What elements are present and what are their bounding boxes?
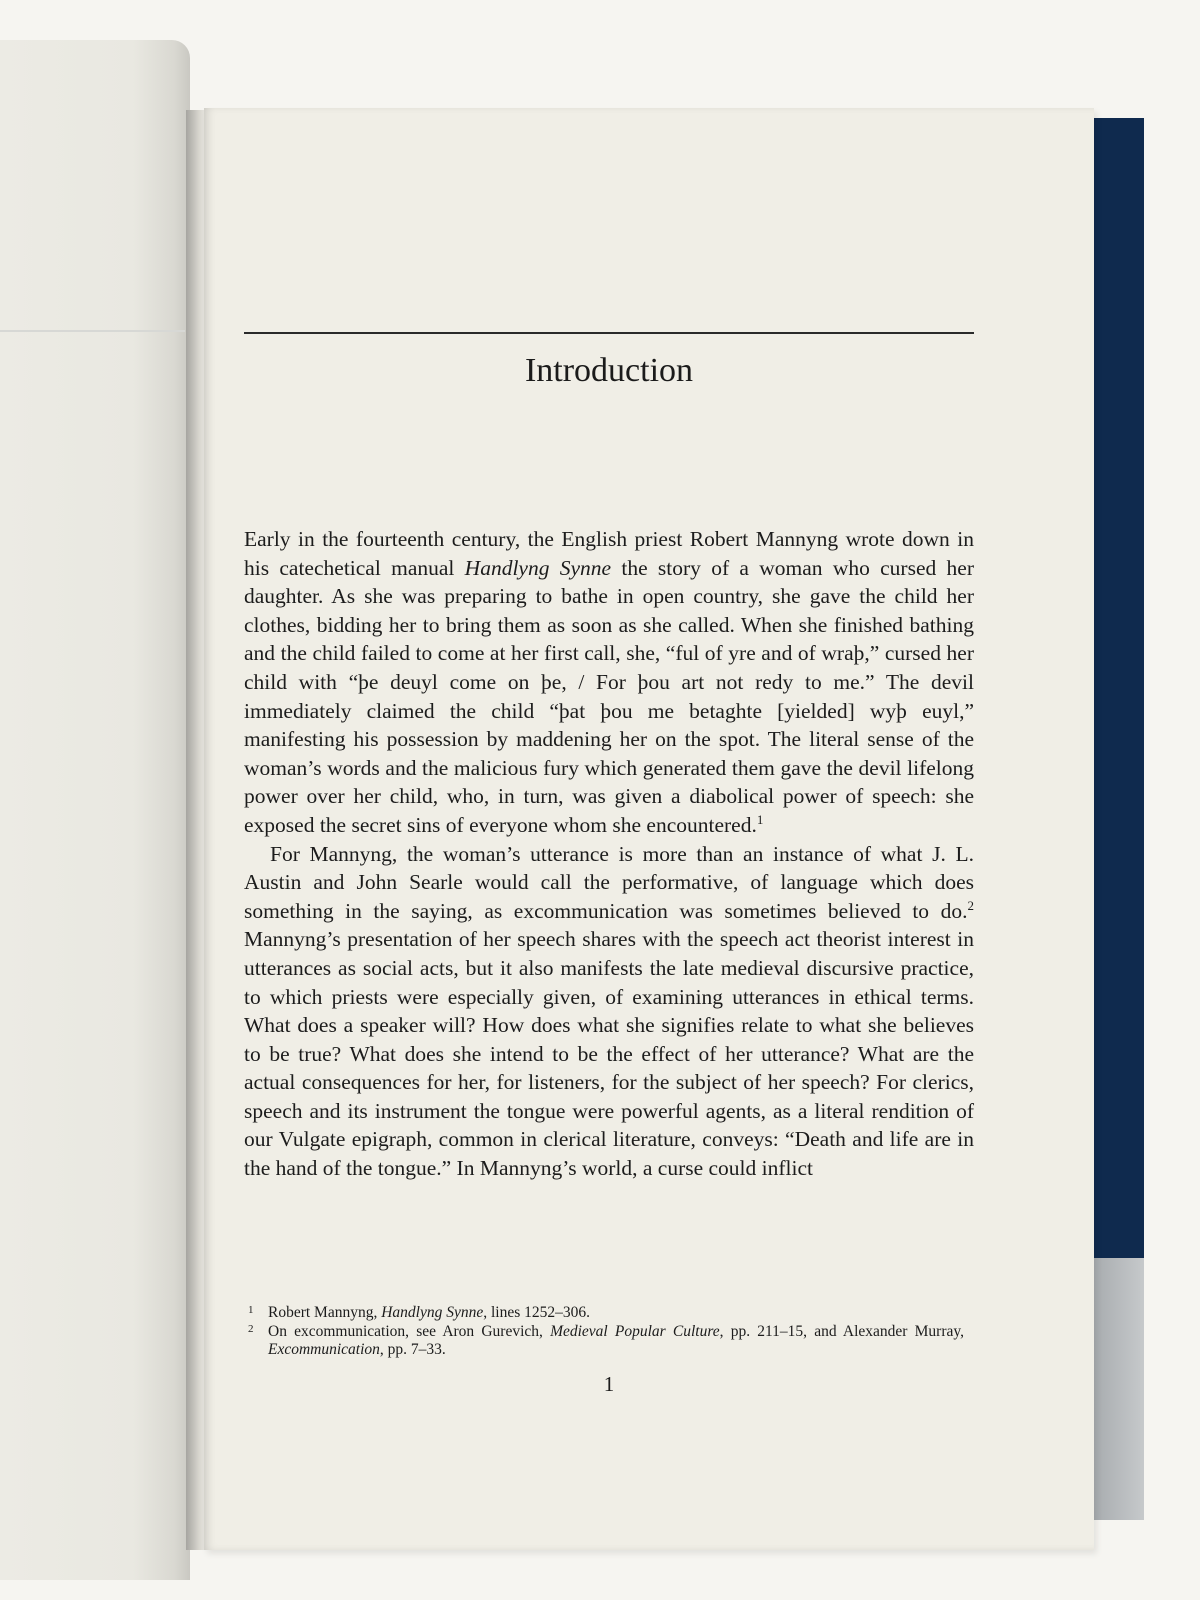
footnote-1 [244,1304,964,1323]
footnotes [244,1304,964,1360]
text-run: , pp. 7–33. [379,1341,446,1358]
facing-page-rule [0,330,185,332]
footnote-text [268,1304,590,1321]
italic-title: Medieval Popular Culture [550,1322,720,1340]
page-title: Introduction [524,352,694,389]
footnote-number: 1 [248,1304,254,1316]
facing-page-left [0,40,190,1580]
text-run: On excommunication, see Aron Gurevich, [268,1322,551,1340]
footnote-ref: 1 [756,811,764,827]
footnote-text [268,1323,964,1359]
text-run: , lines 1252–306. [483,1304,591,1321]
footnote-ref: 2 [967,897,974,913]
book-page [204,108,1094,1550]
title-rule [244,332,974,334]
book-cover-edge-lower [1092,1258,1144,1520]
text-run: , pp. 211–15, and Alexander Murray, [719,1322,964,1340]
paragraph-1 [244,525,974,840]
footnote-2 [244,1323,964,1360]
text-run: For Mannyng, the woman’s utterance is more than an instance of what J. L. Austin and John Searle would call the performative, of language which does something in the saying, as excommunication was sometimes believed to do. [244,841,974,923]
book-cover-edge [1092,118,1144,1260]
body-text [244,525,974,1183]
italic-title: Handlyng Synne [464,555,612,580]
text-run: the story of a woman who cursed her daughter. As she was preparing to bathe in open country, she gave the child her clothes, bidding her to bring them as soon as she called. When she finished bathing and the child failed to come at her first call, she, “ful of yre and of wraþ,” cursed her child with “þe deuyl come on þe, / For þou art not redy to me.” The devil immediately claimed the child “þat þou me betaghte [yielded] wyþ euyl,” manifesting his possession by maddening her on the spot. The literal sense of the woman’s words and the malicious fury which generated them gave the devil lifelong power over her child, who, in turn, was given a diabolical power of speech: she exposed the secret sins of everyone whom she encountered. [244,555,974,837]
footnote-number: 2 [248,1322,254,1335]
italic-title: Handlyng Synne [381,1304,484,1321]
italic-title: Excommunication [268,1341,380,1358]
text-run: Mannyng’s presentation of her speech shares with the speech act theorist interest in utterances as social acts, but it also manifests the late medieval discursive practice, to which priests were especially given, of examining utterances in ethical terms. What does a speaker will? How does what she signifies relate to what she believes to be true? What does she intend to be the effect of her utterance? What are the actual consequences for her, for listeners, for the subject of her speech? For clerics, speech and its instrument the tongue were powerful agents, as a literal rendition of our Vulgate epigraph, common in clerical literature, conveys: “Death and life are in the hand of the tongue.” In Mannyng’s world, a curse could inflict [244,927,974,1181]
text-run: Early in the fourteenth century, the English priest Robert Mannyng wrote down in his catechetical manual [244,527,974,580]
paragraph-2 [244,840,974,1183]
text-run: Robert Mannyng, [268,1304,382,1321]
page-number: 1 [603,1372,615,1396]
